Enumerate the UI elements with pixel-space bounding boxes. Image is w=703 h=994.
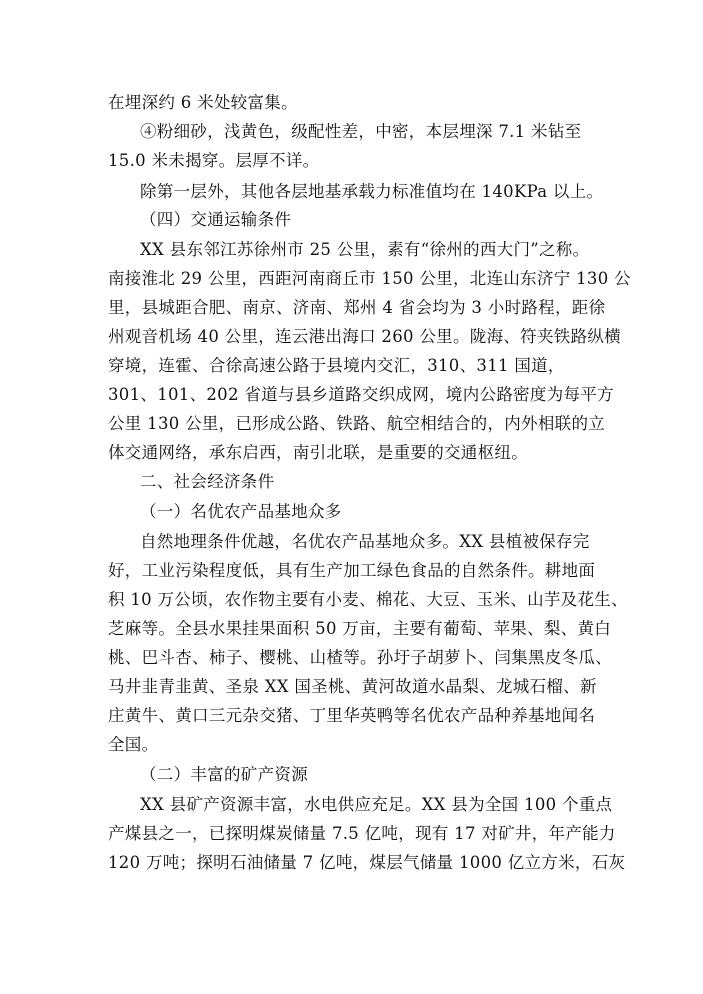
text-line: 公里 130 公里，已形成公路、铁路、航空相结合的，内外相联的立 <box>108 414 606 433</box>
text-line: 15.0 米未揭穿。层厚不详。 <box>108 151 320 170</box>
section-heading: （四）交通运输条件 <box>140 210 292 229</box>
text-line: 马井韭青韭黄、圣泉 XX 国圣桃、黄河故道水晶梨、龙城石榴、新 <box>108 677 597 696</box>
section-heading: （二）丰富的矿产资源 <box>140 765 308 784</box>
text-line: XX 县东邻江苏徐州市 25 公里，素有“徐州的西大门”之称。 <box>140 240 590 259</box>
text-line: 全国。 <box>108 735 159 754</box>
text-line: 在埋深约 6 米处较富集。 <box>108 93 298 112</box>
text-line: 芝麻等。全县水果挂果面积 50 万亩，主要有葡萄、苹果、梨、黄白 <box>108 619 612 638</box>
text-line: 自然地理条件优越，名优农产品基地众多。XX 县植被保存完 <box>140 532 590 551</box>
text-line: 120 万吨；探明石油储量 7 亿吨，煤层气储量 1000 亿立方米，石灰 <box>108 853 626 872</box>
text-line: 州观音机场 40 公里，连云港出海口 260 公里。陇海、符夹铁路纵横 <box>108 327 621 346</box>
text-line: 积 10 万公顷，农作物主要有小麦、棉花、大豆、玉米、山芋及花生、 <box>108 590 628 609</box>
section-heading: （一）名优农产品基地众多 <box>140 502 342 521</box>
text-line: 除第一层外，其他各层地基承载力标准值均在 140KPa 以上。 <box>140 182 604 201</box>
text-line: 桃、巴斗杏、柿子、樱桃、山楂等。孙圩子胡萝卜、闫集黑皮冬瓜、 <box>108 648 612 667</box>
text-line: 里，县城距合肥、南京、济南、郑州 4 省会均为 3 小时路程，距徐 <box>108 298 606 317</box>
text-line: 穿境，连霍、合徐高速公路于县境内交汇，310、311 国道， <box>108 356 565 375</box>
text-line: XX 县矿产资源丰富，水电供应充足。XX 县为全国 100 个重点 <box>140 795 613 814</box>
section-heading: 二、社会经济条件 <box>140 472 275 491</box>
text-line: 体交通网络，承东启西，南引北联，是重要的交通枢纽。 <box>108 443 528 462</box>
text-line: 好，工业污染程度低，具有生产加工绿色食品的自然条件。耕地面 <box>108 561 596 580</box>
text-line: 庄黄牛、黄口三元杂交猪、丁里华英鸭等名优农产品种养基地闻名 <box>108 706 596 725</box>
text-line: ④粉细砂，浅黄色，级配性差，中密，本层埋深 7.1 米钻至 <box>140 122 582 141</box>
text-line: 产煤县之一，已探明煤炭储量 7.5 亿吨，现有 17 对矿井，年产能力 <box>108 824 616 843</box>
text-line: 南接淮北 29 公里，西距河南商丘市 150 公里，北连山东济宁 130 公 <box>108 269 631 288</box>
text-line: 301、101、202 省道与县乡道路交织成网，境内公路密度为每平方 <box>108 385 614 404</box>
